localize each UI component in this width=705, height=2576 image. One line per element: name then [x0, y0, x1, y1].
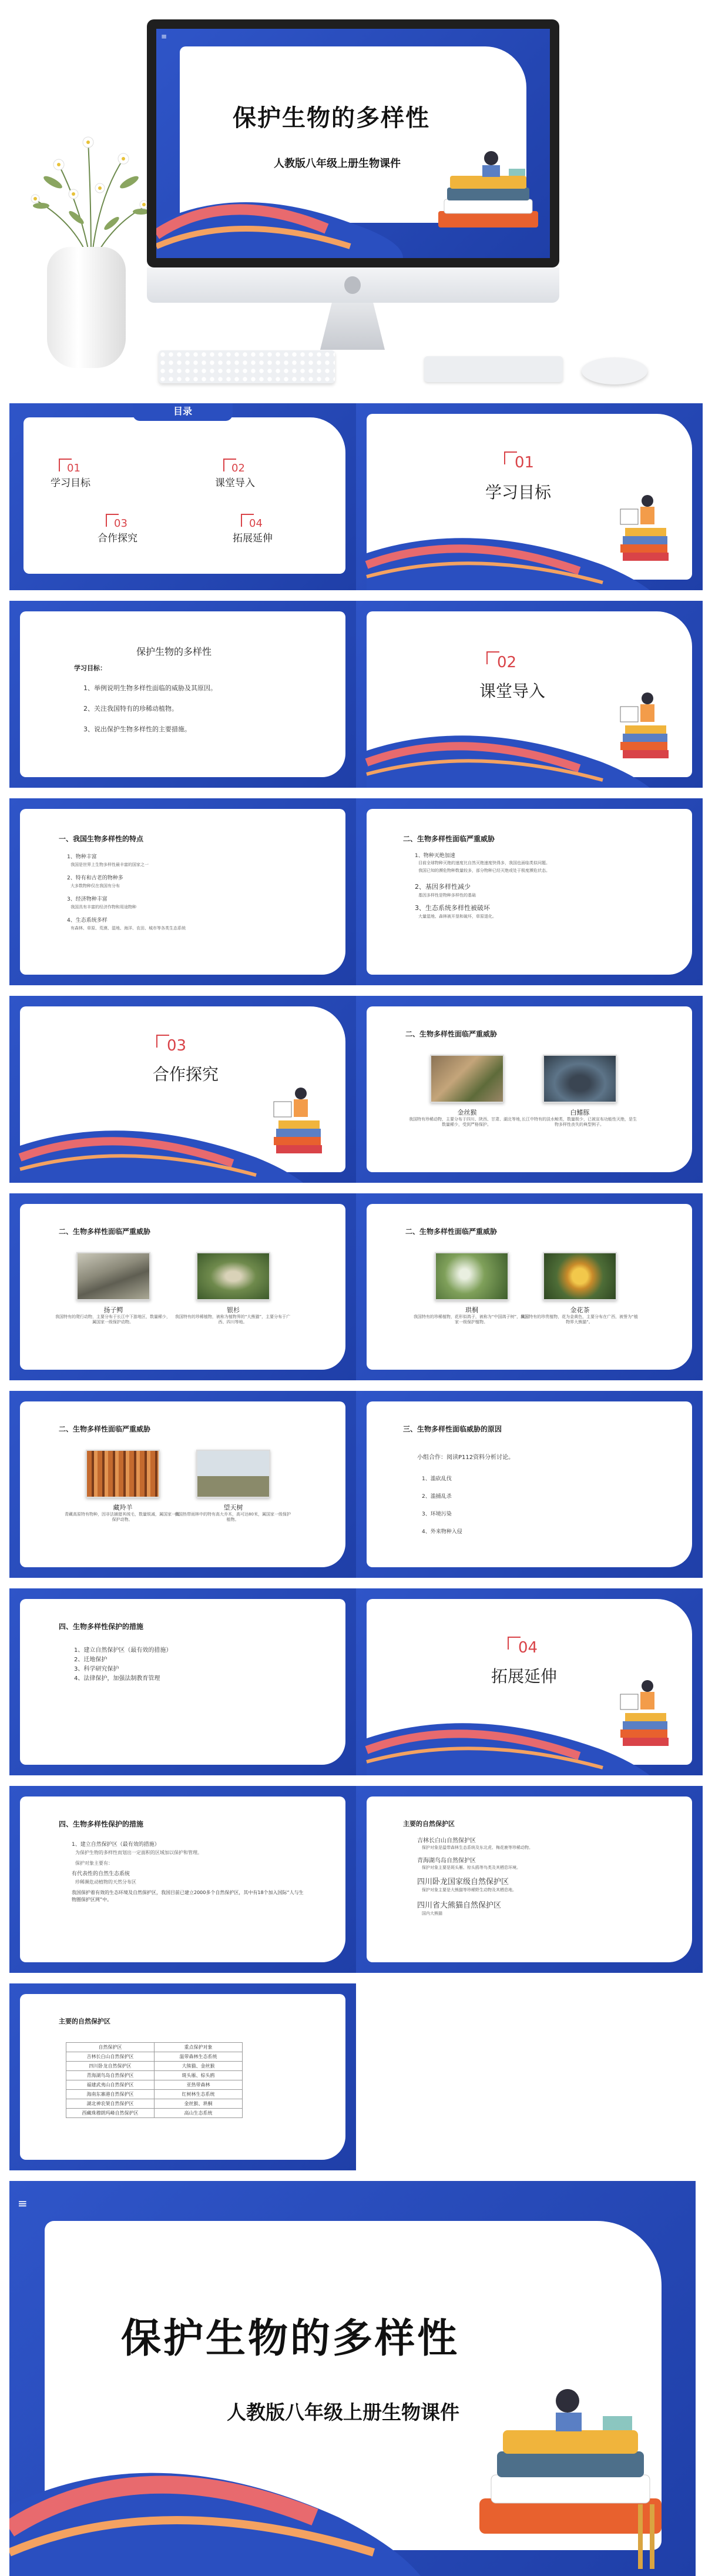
mouse — [582, 357, 647, 384]
toc-item-3[interactable] — [98, 517, 137, 544]
keyboard — [159, 350, 335, 383]
animal-desc: 我国特有的珍稀植物，花形似鸽子，被称为“中国鸽子树”，属国家一级保护植物。 — [413, 1314, 529, 1324]
table-cell: 四川卧龙自然保护区 — [66, 2062, 155, 2071]
table-cell: 福建武夷山自然保护区 — [66, 2080, 155, 2090]
animal-name: 银杉 — [227, 1306, 240, 1314]
goals-card — [20, 611, 345, 777]
toc-label: 课堂导入 — [215, 477, 255, 489]
reserve-desc-3: 保护对象主要是大熊猫等珍稀野生动物及其栖息地。 — [422, 1888, 516, 1892]
threats-line-6: 3、生态系统多样性被破坏 — [415, 904, 490, 912]
threats-line-2: 目前全球物种灭绝的速度比自然灭绝速度快得多，我国也面临类似问题。 — [418, 861, 550, 865]
reserve-name-2: 青海湖鸟岛自然保护区 — [417, 1858, 476, 1864]
books-reader-illustration-large — [468, 2381, 679, 2575]
menu-icon[interactable]: ≡ — [161, 32, 167, 41]
white-vase — [47, 247, 126, 368]
toc-bracket — [106, 514, 119, 527]
slide-title: 主要的自然保护区 — [403, 1820, 455, 1828]
slide-goals — [9, 601, 356, 788]
table-row — [66, 2080, 243, 2090]
features-line-2: 我国是世界上生物多样性最丰富的国家之一 — [70, 862, 149, 867]
animal-name: 珙桐 — [465, 1306, 478, 1314]
slide-threats-4 — [356, 1193, 703, 1380]
slide-threats-3 — [9, 1193, 356, 1380]
toc-item-2[interactable] — [215, 462, 255, 489]
slide-threats-1 — [356, 798, 703, 985]
reserve-desc-1: 保护对象是温带森林生态系统及东北虎、梅花鹿等珍稀动物。 — [422, 1845, 533, 1850]
toc-bracket — [223, 459, 236, 471]
slide-causes — [356, 1391, 703, 1578]
reader-illustration — [615, 1671, 679, 1759]
slide-measures-1 — [9, 1588, 356, 1775]
reserve-desc-4: 国内大熊猫 — [422, 1911, 442, 1916]
measures-line-5: 珍稀濒危动植物的天然分布区 — [75, 1879, 136, 1885]
trackpad — [424, 356, 563, 382]
causes-intro: 小组合作：阅读P112资料分析讨论。 — [417, 1454, 515, 1461]
reserve-name-4: 四川省大熊猫自然保护区 — [417, 1901, 502, 1910]
slide-title: 二、生物多样性面临严重威胁 — [59, 1227, 151, 1236]
table-cell: 西藏珠穆朗玛峰自然保护区 — [66, 2109, 155, 2118]
measures-line-4: 有代表性的自然生态系统 — [72, 1871, 130, 1877]
measures-item-4: 4、法律保护，加强法制教育管理 — [74, 1675, 160, 1682]
toc-bracket — [241, 514, 254, 527]
slide-title: 四、生物多样性保护的措施 — [59, 1820, 144, 1828]
photo-golden-camellia — [543, 1252, 617, 1300]
toc-label: 拓展延伸 — [233, 533, 273, 544]
slide-section-3 — [9, 996, 356, 1183]
slide-measures-2 — [9, 1786, 356, 1973]
hero-subtitle: 人教版八年级上册生物课件 — [227, 2401, 459, 2424]
animal-name: 藏羚羊 — [113, 1504, 133, 1511]
features-line-7: 4、生态系统多样 — [67, 918, 108, 924]
animal-desc: 我国特有的爬行动物，主要分布于长江中下游地区，数量稀少，属国家一级保护动物。 — [55, 1314, 170, 1324]
animal-name: 扬子鳄 — [103, 1306, 123, 1314]
goals-heading: 学习目标： — [74, 664, 106, 672]
photo-dove-tree — [435, 1252, 509, 1300]
table-row — [66, 2071, 243, 2080]
animal-name: 望天树 — [223, 1504, 243, 1511]
reserve-name-1: 吉林长白山自然保护区 — [417, 1838, 476, 1844]
toc-label: 合作探究 — [98, 533, 137, 544]
reader-illustration — [615, 486, 679, 574]
photo-tibetan-antelope — [86, 1450, 160, 1498]
measures-item-3: 3、科学研究保护 — [74, 1666, 119, 1672]
hero-slide-large — [9, 2181, 696, 2576]
slide-title: 二、生物多样性面临严重威胁 — [405, 1030, 498, 1038]
toc-label: 学习目标 — [51, 477, 90, 489]
apple-logo-icon — [344, 276, 361, 294]
toc-num: 03 — [114, 517, 127, 530]
table-cell: 海南东寨港自然保护区 — [66, 2090, 155, 2099]
goals-item-3: 3、说出保护生物多样性的主要措施。 — [83, 725, 191, 733]
causes-item-1: 1、滥砍乱伐 — [422, 1476, 452, 1482]
causes-item-3: 3、环境污染 — [422, 1511, 452, 1517]
slide-section-1 — [356, 403, 703, 590]
photo-golden-monkey — [430, 1055, 504, 1103]
table-cell: 湖北神农架自然保护区 — [66, 2099, 155, 2109]
slide-title: 四、生物多样性保护的措施 — [59, 1622, 144, 1631]
threats-line-3: 我国已知的濒危物种数量较多，部分物种已经灭绝或处于极度濒危状态。 — [418, 868, 550, 873]
section-label: 课堂导入 — [479, 681, 546, 701]
features-line-1: 1、物种丰富 — [67, 854, 97, 860]
features-line-5: 3、经济物种丰富 — [67, 896, 108, 902]
table-row — [66, 2090, 243, 2099]
slide-title: 二、生物多样性面临严重威胁 — [403, 835, 495, 843]
table-cell: 青海湖鸟岛自然保护区 — [66, 2071, 155, 2080]
table-cell: 亚热带森林 — [155, 2080, 243, 2090]
measures-line-3: 保护对象主要有： — [75, 1861, 113, 1866]
menu-icon[interactable]: ≡ — [18, 2196, 28, 2210]
slide-reserves — [356, 1786, 703, 1973]
reserve-name-3: 四川卧龙国家级自然保护区 — [417, 1878, 509, 1886]
section-num: 04 — [518, 1639, 538, 1657]
features-line-4: 大多数物种仅在我国有分布 — [70, 884, 120, 888]
animal-desc: 我国热带雨林中的特有高大乔木，高可达80米，属国家一级保护植物。 — [174, 1512, 291, 1522]
threats-line-7: 大量湿地、森林被开垦和破坏，草原退化。 — [418, 914, 496, 919]
reserves-table — [66, 2042, 243, 2118]
threats-line-4: 2、基因多样性减少 — [415, 883, 471, 891]
hero-title-small: 保护生物的多样性 — [233, 105, 430, 132]
toc-num: 02 — [231, 462, 245, 474]
toc-item-4[interactable] — [233, 517, 273, 544]
table-cell: 温带森林生态系统 — [155, 2052, 243, 2062]
measures-line-1: 1、建立自然保护区（最有效的措施） — [72, 1842, 160, 1848]
reader-illustration — [268, 1078, 333, 1166]
table-row — [66, 2043, 243, 2052]
toc-num: 01 — [67, 462, 80, 474]
toc-card — [24, 417, 345, 574]
monitor-stand — [320, 303, 385, 350]
animal-desc: 长江中特有的淡水鲸类，数量极少，已被宣布功能性灭绝，是生物多样性丧失的典型例子。 — [522, 1117, 637, 1127]
threats-line-5: 基因多样性是物种多样性的基础 — [418, 893, 476, 898]
causes-item-2: 2、滥捕乱杀 — [422, 1494, 452, 1500]
table-row — [66, 2062, 243, 2071]
features-line-3: 2、特有和古老的物种多 — [67, 875, 123, 881]
section-label: 学习目标 — [485, 483, 552, 502]
section-num: 02 — [497, 654, 517, 671]
photo-alligator — [76, 1252, 150, 1300]
section-label: 合作探究 — [153, 1065, 219, 1084]
slide-toc — [9, 403, 356, 590]
flower-plant-illustration — [24, 129, 159, 265]
table-cell: 斑头雁、棕头鸥 — [155, 2071, 243, 2080]
threats-line-1: 1、物种灭绝加速 — [415, 853, 455, 859]
slide-features — [9, 798, 356, 985]
books-reader-illustration — [432, 146, 550, 252]
reader-illustration — [615, 683, 679, 771]
monitor-frame — [147, 19, 559, 267]
table-cell: 自然保护区 — [66, 2043, 155, 2052]
section-num: 01 — [515, 454, 535, 471]
slide-title: 二、生物多样性面临严重威胁 — [59, 1425, 151, 1433]
features-line-8: 有森林、草原、荒漠、湿地、海洋、农田、城市等各类生态系统 — [70, 926, 186, 931]
table-cell: 金丝猴、珙桐 — [155, 2099, 243, 2109]
reserves-table-body — [66, 2043, 243, 2118]
slide-title: 一、我国生物多样性的特点 — [59, 835, 144, 843]
monitor-screen — [156, 29, 550, 258]
measures-line-2: 为保护生物的多样性而划出一定面积的区域加以保护和管理。 — [75, 1850, 202, 1855]
animal-name: 金花茶 — [570, 1306, 590, 1314]
hero-title: 保护生物的多样性 — [121, 2316, 460, 2362]
toc-item-1[interactable] — [51, 462, 90, 489]
slide-section-2 — [356, 601, 703, 788]
hero-subtitle-small: 人教版八年级上册生物课件 — [274, 158, 401, 170]
goals-item-2: 2、关注我国特有的珍稀动植物。 — [83, 705, 178, 712]
slide-title: 二、生物多样性面临严重威胁 — [405, 1227, 498, 1236]
section-label: 拓展延伸 — [491, 1667, 558, 1686]
toc-bracket — [59, 459, 72, 471]
goals-title: 保护生物的多样性 — [136, 646, 212, 657]
slide-threats-2 — [356, 996, 703, 1183]
animal-desc: 我国特有珍稀动物，主要分布于四川、陕西、甘肃、湖北等地，数量稀少，受到严格保护。 — [409, 1117, 524, 1127]
table-row — [66, 2109, 243, 2118]
slide-table — [9, 1983, 356, 2170]
photo-parashorea — [196, 1450, 270, 1498]
measures-item-2: 2、迁地保护 — [74, 1657, 108, 1663]
animal-desc: 我国特有的珍贵植物，花为金黄色，主要分布在广西，被誉为“植物界大熊猫”。 — [521, 1314, 638, 1324]
table-row — [66, 2099, 243, 2109]
photo-baiji — [543, 1055, 617, 1103]
slide-section-4 — [356, 1588, 703, 1775]
animal-name: 白鳍豚 — [570, 1109, 590, 1116]
slide-title: 主要的自然保护区 — [59, 2018, 110, 2025]
section-num: 03 — [167, 1037, 187, 1055]
toc-num: 04 — [249, 517, 263, 530]
causes-item-4: 4、外来物种入侵 — [422, 1529, 462, 1535]
table-row — [66, 2052, 243, 2062]
toc-heading: 目录 — [133, 403, 233, 421]
table-cell: 重点保护对象 — [155, 2043, 243, 2052]
slide-title: 三、生物多样性面临威胁的原因 — [403, 1425, 502, 1433]
goals-item-1: 1、举例说明生物多样性面临的威胁及其原因。 — [83, 684, 217, 692]
reserve-desc-2: 保护对象主要是斑头雁、棕头鸥等鸟类及其栖息环境。 — [422, 1865, 521, 1870]
measures-item-1: 1、建立自然保护区（最有效的措施） — [74, 1647, 172, 1654]
table-cell: 红树林生态系统 — [155, 2090, 243, 2099]
animal-desc: 青藏高原特有物种，因非法捕猎其绒毛，数量锐减，属国家一级保护动物。 — [65, 1512, 180, 1522]
animal-name: 金丝猴 — [457, 1109, 477, 1116]
table-cell: 大熊猫、金丝猴 — [155, 2062, 243, 2071]
features-line-6: 我国具有丰富的经济作物和用途物种 — [70, 905, 136, 909]
table-cell: 高山生态系统 — [155, 2109, 243, 2118]
measures-line-6: 我国保护着有效的生态环境及自然保护区，我国目前已建立2000多个自然保护区，其中有18个加入国际“人与生物圈保护区网”中。 — [72, 1890, 304, 1902]
slide-threats-5 — [9, 1391, 356, 1578]
photo-cathaya — [196, 1252, 270, 1300]
table-cell: 吉林长白山自然保护区 — [66, 2052, 155, 2062]
animal-desc: 我国特有的珍稀植物，被称为植物界的“大熊猫”，主要分布于广西、四川等地。 — [174, 1314, 291, 1324]
